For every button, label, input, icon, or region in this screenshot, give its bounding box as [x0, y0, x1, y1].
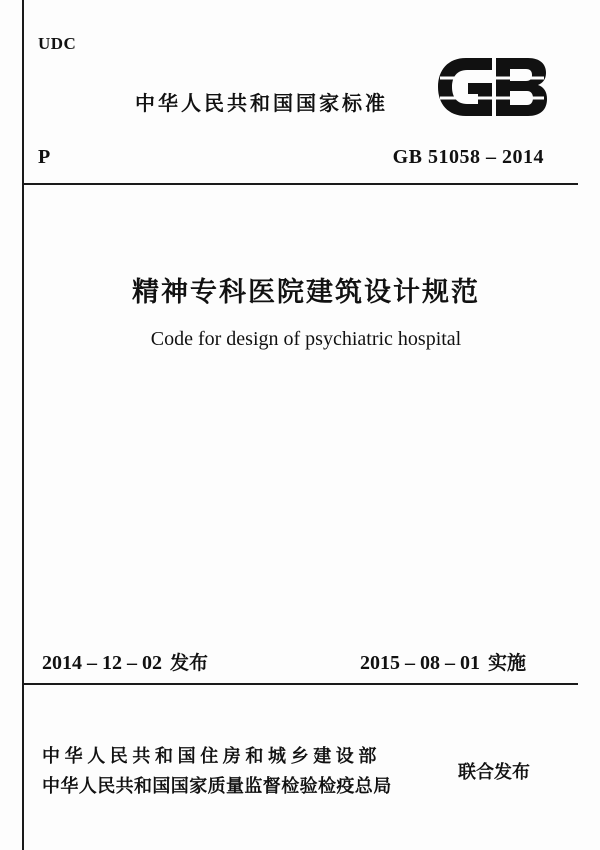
standard-type-label: 中华人民共和国国家标准	[135, 91, 388, 115]
publisher-line-2: 中华人民共和国国家质量监督检验检疫总局	[42, 776, 392, 797]
implement-date-block	[360, 648, 526, 675]
issue-date-block	[42, 648, 208, 675]
joint-publish-label: 联合发布	[458, 762, 530, 783]
category-code: P	[38, 146, 51, 168]
standard-number: GB 51058 – 2014	[392, 146, 544, 168]
publisher-line-1: 中华人民共和国住房和城乡建设部	[42, 746, 381, 767]
gb-logo-icon	[436, 56, 548, 118]
left-margin-rule	[22, 0, 24, 850]
implement-label: 实施	[488, 652, 527, 674]
implement-date: 2015 – 08 – 01	[360, 652, 480, 674]
header-divider	[22, 183, 578, 185]
udc-label: UDC	[38, 34, 77, 53]
title-chinese: 精神专科医院建筑设计规范	[132, 277, 480, 308]
issue-label: 发布	[170, 652, 209, 674]
footer-divider	[22, 683, 578, 685]
issue-date: 2014 – 12 – 02	[42, 652, 162, 674]
title-english: Code for design of psychiatric hospital	[150, 328, 462, 350]
